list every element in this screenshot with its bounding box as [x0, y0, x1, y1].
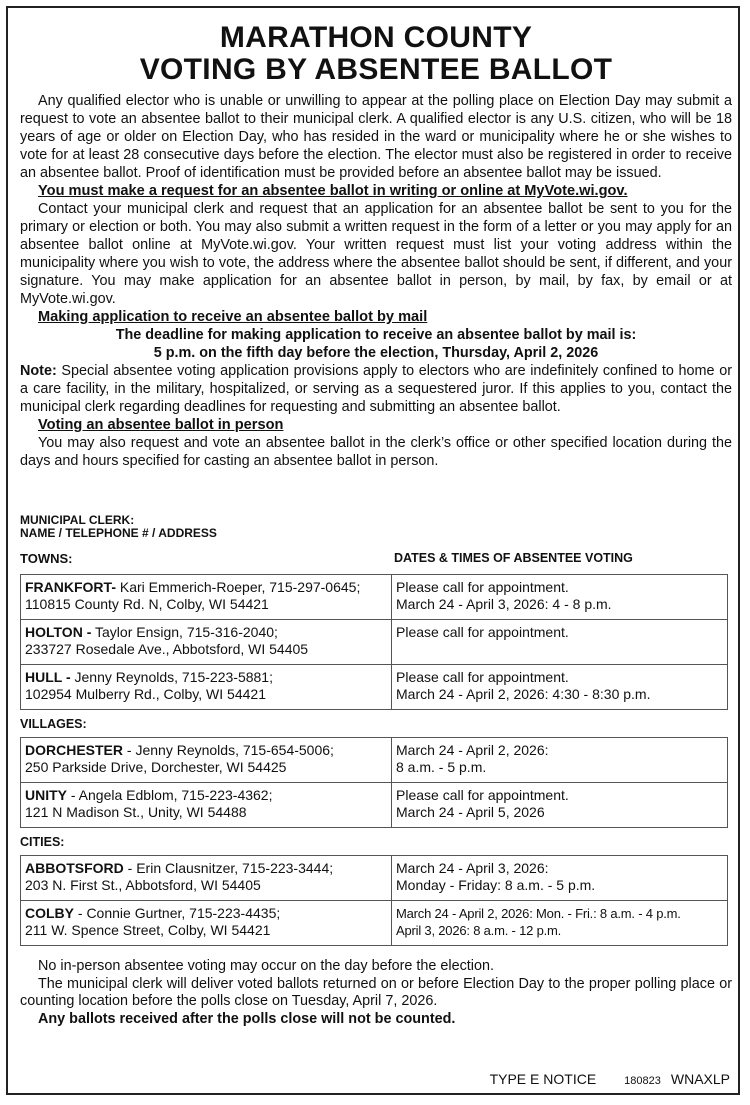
- note-label: Note:: [20, 363, 57, 379]
- times-line: Please call for appointment.: [396, 624, 569, 640]
- clerk-address: 211 W. Spence Street, Colby, WI 54421: [25, 922, 271, 938]
- closing-line-1: No in-person absentee voting may occur on the day before the election.: [38, 958, 494, 974]
- times-cell: [392, 856, 728, 901]
- times-line: March 24 - April 3, 2026: 4 - 8 p.m.: [396, 596, 612, 612]
- times-cell: [392, 901, 728, 946]
- clerk-address: 110815 County Rd. N, Colby, WI 54421: [25, 596, 269, 612]
- towns-table: [20, 574, 728, 710]
- clerk-cell: [21, 665, 392, 710]
- times-line: March 24 - April 2, 2026: Mon. - Fri.: 8 a.m. - 4 p.m.: [396, 906, 681, 921]
- times-cell: [392, 783, 728, 828]
- clerk-contact: - Angela Edblom, 715-223-4362;: [67, 787, 273, 803]
- municipality-name: ABBOTSFORD: [25, 860, 124, 876]
- inperson-heading: Voting an absentee ballot in person: [38, 417, 284, 433]
- publication-code: WNAXLP: [670, 1071, 730, 1087]
- municipality-name: FRANKFORT-: [25, 579, 116, 595]
- mail-heading: Making application to receive an absentee ballot by mail: [38, 309, 428, 325]
- clerk-address: 121 N Madison St., Unity, WI 54488: [25, 804, 247, 820]
- table-row: [21, 665, 728, 710]
- note-paragraph: [20, 362, 732, 416]
- deadline-line-2: 5 p.m. on the fifth day before the election, Thursday, April 2, 2026: [153, 345, 599, 361]
- clerk-contact: Jenny Reynolds, 715-223-5881;: [70, 669, 273, 685]
- municipality-name: UNITY: [25, 787, 67, 803]
- clerk-cell: [21, 783, 392, 828]
- title-line-2: VOTING BY ABSENTEE BALLOT: [139, 53, 613, 86]
- clerk-contact: Kari Emmerich-Roeper, 715-297-0645;: [116, 579, 361, 595]
- notice-footer: [490, 1071, 730, 1087]
- clerk-heading: [20, 514, 732, 540]
- clerk-cell: [21, 620, 392, 665]
- notice-type: TYPE E NOTICE: [489, 1071, 597, 1087]
- inperson-paragraph: You may also request and vote an absentee ballot in the clerk’s office or other specified location during the days and hours specified for casting an absentee ballot in person.: [20, 435, 732, 469]
- times-line: March 24 - April 2, 2026: 4:30 - 8:30 p.m.: [396, 686, 651, 702]
- closing-line-2: The municipal clerk will deliver voted ballots returned on or before Election Day to the proper polling place or counting location before the polls close on Tuesday, April 7, 2026.: [20, 975, 732, 1009]
- cities-table: [20, 855, 728, 946]
- column-headings: [20, 551, 732, 566]
- clerk-address: 203 N. First St., Abbotsford, WI 54405: [25, 877, 261, 893]
- clerk-contact: - Jenny Reynolds, 715-654-5006;: [123, 742, 334, 758]
- notice-frame: [6, 6, 740, 1095]
- table-row: [21, 620, 728, 665]
- clerk-cell: [21, 575, 392, 620]
- times-line: March 24 - April 2, 2026:: [396, 742, 549, 758]
- deadline-line-1: The deadline for making application to receive an absentee ballot by mail is:: [115, 327, 637, 343]
- clerk-cell: [21, 901, 392, 946]
- municipality-name: HULL -: [25, 669, 71, 685]
- times-line: 8 a.m. - 5 p.m.: [396, 759, 487, 775]
- title-line-1: MARATHON COUNTY: [219, 21, 533, 54]
- times-cell: [392, 620, 728, 665]
- table-row: [21, 575, 728, 620]
- times-line: Please call for appointment.: [396, 787, 569, 803]
- clerk-heading-line-1: MUNICIPAL CLERK:: [20, 513, 135, 527]
- note-text: Special absentee voting application provisions apply to electors who are indefinitely confined to home or a care facility, in the military, hospitalized, or serving as a sequestered juror. If this applies to you, contact the municipal clerk regarding deadlines for requesting and submitting an absentee ballot.: [20, 363, 732, 415]
- villages-table: [20, 737, 728, 828]
- clerk-contact: - Connie Gurtner, 715-223-4435;: [74, 905, 281, 921]
- table-row: [21, 783, 728, 828]
- closing-section: [20, 958, 732, 1028]
- times-line: Monday - Friday: 8 a.m. - 5 p.m.: [396, 877, 596, 893]
- notice-title: [20, 22, 732, 86]
- municipality-name: HOLTON -: [25, 624, 92, 640]
- times-cell: [392, 738, 728, 783]
- times-line: March 24 - April 5, 2026: [396, 804, 545, 820]
- times-line: Please call for appointment.: [396, 669, 569, 685]
- clerk-cell: [21, 856, 392, 901]
- clerk-contact: - Erin Clausnitzer, 715-223-3444;: [123, 860, 334, 876]
- notice-code: 180823: [624, 1075, 661, 1087]
- times-line: April 3, 2026: 8 a.m. - 12 p.m.: [396, 923, 562, 938]
- times-cell: [392, 575, 728, 620]
- request-paragraph: Contact your municipal clerk and request that an application for an absentee ballot be sent to you for the primary or election or both. You may also submit a written request in the form of a letter or you may apply for an absentee ballot online at MyVote.wi.gov. Your written request must list your voting address within the municipality where you wish to vote, the address where the absentee ballot should be sent, if different, and your signature. You may make application for an absentee ballot in person, by mail, by fax, by email or at MyVote.wi.gov.: [20, 201, 732, 307]
- times-line: March 24 - April 3, 2026:: [396, 860, 549, 876]
- cities-label: CITIES:: [20, 835, 65, 849]
- notice-body: [20, 22, 732, 1028]
- clerk-address: 102954 Mulberry Rd., Colby, WI 54421: [25, 686, 266, 702]
- clerk-cell: [21, 738, 392, 783]
- municipality-name: DORCHESTER: [25, 742, 124, 758]
- clerk-address: 250 Parkside Drive, Dorchester, WI 54425: [25, 759, 287, 775]
- intro-paragraph: Any qualified elector who is unable or unwilling to appear at the polling place on Election Day may submit a request to vote an absentee ballot to their municipal clerk. A qualified elector is any U.S. citizen, who will be 18 years of age or older on Election Day, who has resided in the ward or municipality where he or she wishes to vote for at least 28 consecutive days before the election. The elector must also be registered in order to receive an absentee ballot. Proof of identification must be provided before an absentee ballot may be issued.: [20, 93, 732, 181]
- clerk-contact: Taylor Ensign, 715-316-2040;: [91, 624, 278, 640]
- clerk-heading-line-2: NAME / TELEPHONE # / ADDRESS: [20, 526, 217, 540]
- table-row: [21, 901, 728, 946]
- clerk-address: 233727 Rosedale Ave., Abbotsford, WI 54405: [25, 641, 309, 657]
- table-row: [21, 738, 728, 783]
- dates-label: DATES & TIMES OF ABSENTEE VOTING: [394, 551, 633, 565]
- towns-label: TOWNS:: [20, 551, 73, 566]
- villages-label: VILLAGES:: [20, 717, 87, 731]
- table-row: [21, 856, 728, 901]
- request-heading: You must make a request for an absentee ballot in writing or online at MyVote.wi.gov.: [38, 183, 628, 199]
- municipality-name: COLBY: [25, 905, 74, 921]
- closing-line-3: Any ballots received after the polls close will not be counted.: [38, 1010, 456, 1027]
- times-line: Please call for appointment.: [396, 579, 569, 595]
- times-cell: [392, 665, 728, 710]
